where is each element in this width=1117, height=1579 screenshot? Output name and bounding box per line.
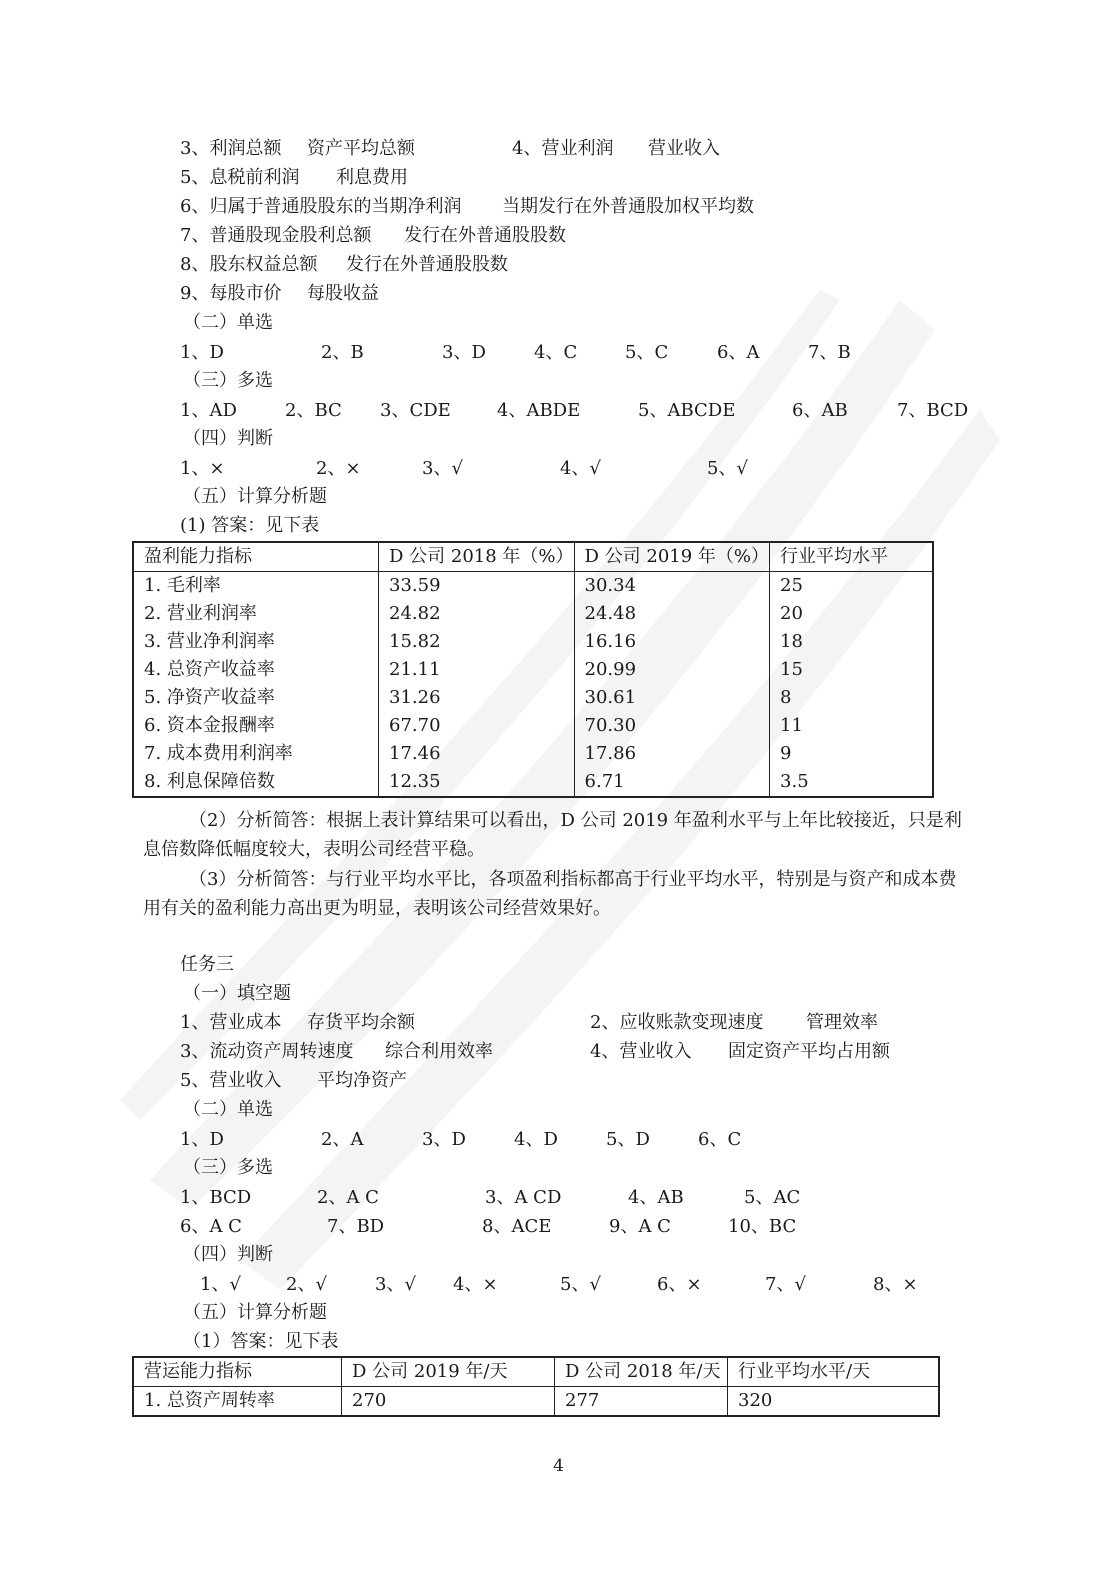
operating-capacity-table	[132, 1356, 940, 1417]
analysis-paragraph-3: （3）分析简答：与行业平均水平比，各项盈利指标都高于行业平均水平，特别是与资产和成本费用有关的盈利能力高出更为明显，表明该公司经营效果好。	[143, 869, 957, 919]
judge-heading: （四）判断	[183, 428, 273, 449]
multi-choice-heading: （三）多选	[183, 370, 273, 391]
table-row: 5. 净资产收益率 31.26 30.61 8	[133, 684, 933, 712]
single-choice-heading: （二）单选	[183, 312, 273, 333]
calc-heading: （五）计算分析题	[183, 486, 327, 507]
task3-single-heading: （二）单选	[183, 1099, 273, 1120]
page-number: 4	[553, 1456, 564, 1476]
task3-calc-intro: （1）答案：见下表	[183, 1331, 339, 1352]
task3-title: 任务三	[180, 954, 234, 975]
table-row: 8. 利息保障倍数 12.35 6.71 3.5	[133, 768, 933, 797]
table-row: 1. 总资产周转率 270 277 320	[133, 1387, 939, 1417]
table-row: 7. 成本费用利润率 17.46 17.86 9	[133, 740, 933, 768]
profitability-table	[132, 541, 934, 798]
task3-fill-heading: （一）填空题	[183, 983, 291, 1004]
task3-judge-heading: （四）判断	[183, 1244, 273, 1265]
task3-multi-heading: （三）多选	[183, 1157, 273, 1178]
table-header-row: 营运能力指标 D 公司 2019 年/天 D 公司 2018 年/天 行业平均水平/天	[133, 1357, 939, 1387]
analysis-paragraph-2: （2）分析简答：根据上表计算结果可以看出，D 公司 2019 年盈利水平与上年比较接近，只是利息倍数降低幅度较大，表明公司经营平稳。	[143, 810, 962, 860]
table-row: 2. 营业利润率 24.82 24.48 20	[133, 600, 933, 628]
table-row: 6. 资本金报酬率 67.70 70.30 11	[133, 712, 933, 740]
table-header-row: 盈利能力指标 D 公司 2018 年（%） D 公司 2019 年（%） 行业平均水平	[133, 542, 933, 572]
calc-intro: (1) 答案：见下表	[180, 515, 320, 536]
table-row: 1. 毛利率 33.59 30.34 25	[133, 572, 933, 601]
table-row: 3. 营业净利润率 15.82 16.16 18	[133, 628, 933, 656]
task3-calc-heading: （五）计算分析题	[183, 1302, 327, 1323]
table-row: 4. 总资产收益率 21.11 20.99 15	[133, 656, 933, 684]
